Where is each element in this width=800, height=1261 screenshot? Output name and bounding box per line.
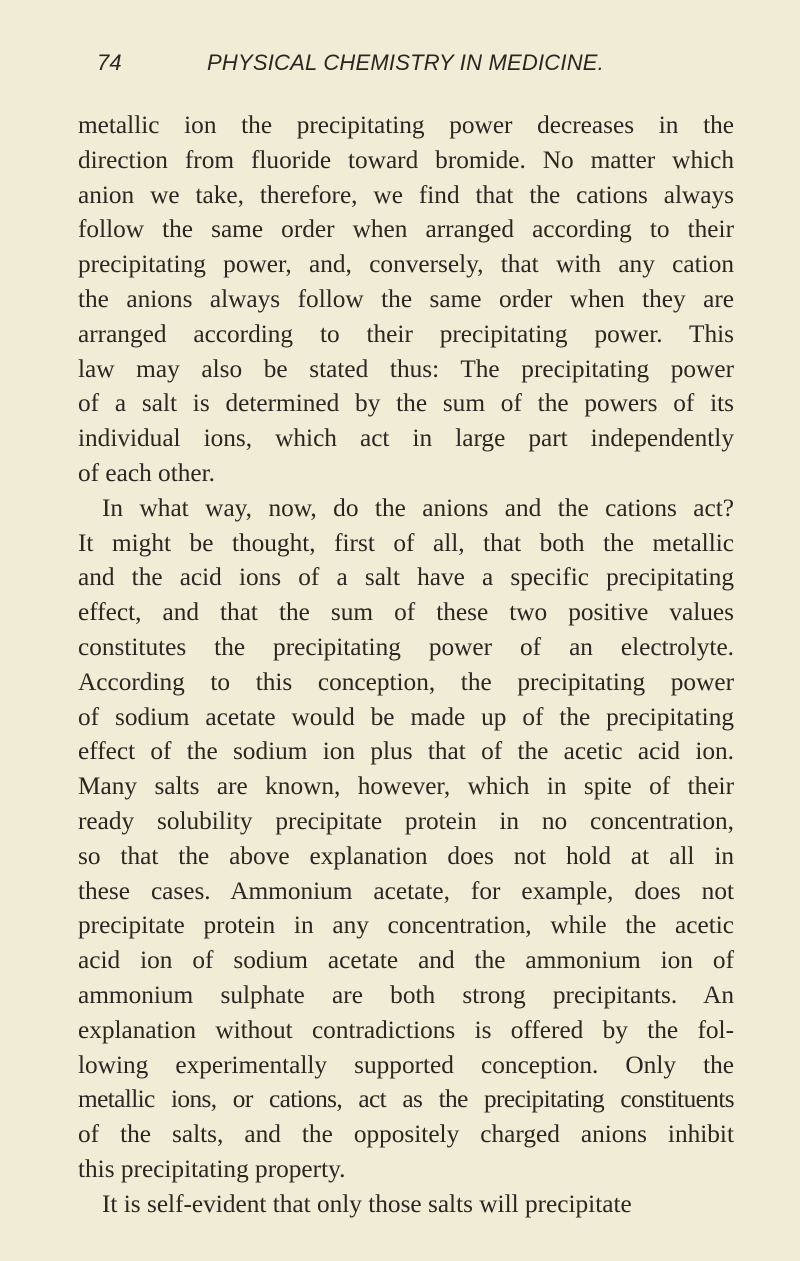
text-line: It is self-evident that only those salts will precipitate (102, 1189, 632, 1218)
page-number: 74 (97, 50, 122, 75)
text-line: ammonium sulphate are both strong precipitants. An (78, 980, 734, 1009)
text-line: and the acid ions of a salt have a specific precipitating (78, 563, 734, 592)
text-line: lowing experimentally supported conception. Only the (78, 1050, 734, 1079)
text-line: metallic ion the precipitating power decreases in the (78, 111, 734, 139)
text-line: of the salts, and the oppositely charged anions inhibit (78, 1120, 734, 1149)
text-line: these cases. Ammonium acetate, for example, does not (78, 876, 734, 905)
text-line: precipitating power, and, conversely, that with any cation (78, 250, 734, 279)
text-line: of each other. (78, 458, 215, 487)
text-line: individual ions, which act in large part independently (78, 424, 734, 453)
text-line: precipitate protein in any concentration, while the acetic (78, 911, 734, 940)
text-line: According to this conception, the precipitating power (78, 667, 734, 696)
text-line: the anions always follow the same order when they are (78, 284, 734, 313)
text-line: follow the same order when arranged according to their (78, 215, 734, 244)
text-line: metallic ions, or cations, act as the precipitating constituents (78, 1085, 734, 1114)
text-line: direction from fluoride toward bromide. No matter which (78, 145, 734, 174)
text-line: of a salt is determined by the sum of the powers of its (78, 389, 734, 418)
text-line: constitutes the precipitating power of an electrolyte. (78, 632, 734, 661)
text-line: It might be thought, first of all, that both the metallic (78, 528, 734, 557)
text-line: this precipitating property. (78, 1154, 346, 1183)
text-line: acid ion of sodium acetate and the ammonium ion of (78, 946, 734, 975)
text-line: ready solubility precipitate protein in no concentration, (78, 806, 734, 835)
text-line: effect of the sodium ion plus that of the acetic acid ion. (78, 737, 734, 766)
text-line: explanation without contradictions is offered by the fol- (78, 1015, 734, 1044)
text-line: law may also be stated thus: The precipitating power (78, 354, 734, 383)
text-line: of sodium acetate would be made up of the precipitating (78, 702, 734, 731)
body-text (78, 108, 734, 1222)
text-line: effect, and that the sum of these two positive values (78, 598, 734, 627)
running-header (97, 50, 657, 82)
text-line: Many salts are known, however, which in spite of their (78, 772, 734, 801)
running-title: PHYSICAL CHEMISTRY IN MEDICINE. (207, 50, 604, 75)
text-line: In what way, now, do the anions and the cations act? (102, 493, 734, 522)
text-line: so that the above explanation does not hold at all in (78, 841, 734, 870)
text-line: arranged according to their precipitating power. This (78, 319, 734, 348)
text-line: anion we take, therefore, we find that the cations always (78, 180, 734, 209)
